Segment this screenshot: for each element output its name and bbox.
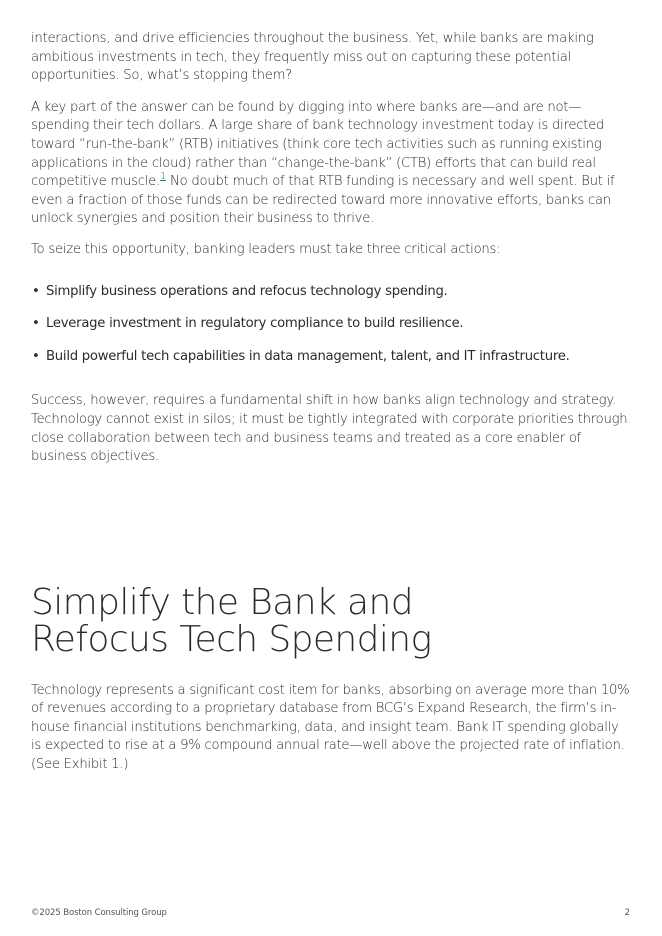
- list-item: [31, 283, 631, 302]
- page-number: 2: [624, 908, 630, 918]
- key-part-paragraph: [31, 99, 631, 229]
- intro-continuation-paragraph: interactions, and drive efficiencies throughout the business. Yet, while banks are making ambitious investments in tech, they frequently miss out on capturing these potential opportunities. So, what’s stopping them?: [31, 31, 594, 84]
- list-item-text: Leverage investment in regulatory compliance to build resilience.: [46, 316, 464, 332]
- section-heading: Simplify the Bank and Refocus Tech Spending: [31, 581, 432, 660]
- actions-intro-paragraph: To seize this opportunity, banking leaders must take three critical actions:: [31, 241, 501, 257]
- bullet-icon: •: [32, 316, 40, 332]
- list-item: [31, 348, 631, 367]
- success-paragraph: Success, however, requires a fundamental shift in how banks align technology and strategy. Technology cannot exist in silos; it must be tightly integrated with corporate priorities through close collaboration between tech and business teams and treated as a core enabler of business objectives.: [31, 393, 628, 465]
- list-item-text: Build powerful tech capabilities in data management, talent, and IT infrastructure.: [46, 348, 570, 364]
- bullet-icon: •: [32, 283, 40, 299]
- page-content: [31, 30, 631, 775]
- key-part-text-continued: No doubt much of that RTB funding is necessary and well spent. But if even a fraction of those funds can be redirected toward more innovative efforts, banks can unlock synergies and position their business to thrive.: [31, 174, 615, 227]
- actions-list: [31, 283, 631, 367]
- key-part-text: A key part of the answer can be found by digging into where banks are—and are not—spending their tech dollars. A large share of bank technology investment today is directed toward “run-the-bank” (RTB) initiatives (think core tech activities such as running existing applications in the cloud) rather than “change-the-bank” (CTB) efforts that can build real competitive muscle.: [31, 99, 605, 190]
- footer-copyright: ©2025 Boston Consulting Group: [31, 908, 167, 918]
- list-item: [31, 315, 631, 334]
- footnote-link[interactable]: 1: [159, 171, 167, 183]
- bullet-icon: •: [32, 348, 40, 364]
- section-body-paragraph: Technology represents a significant cost item for banks, absorbing on average more than 10% of revenues according to a proprietary database from BCG’s Expand Research, the firm’s in-house financial institutions benchmarking, data, and insight team. Bank IT spending globally is expected to rise at a 9% compound annual rate—well above the projected rate of inflation. (See Exhibit 1.): [31, 682, 630, 773]
- list-item-text: Simplify business operations and refocus technology spending.: [46, 283, 448, 299]
